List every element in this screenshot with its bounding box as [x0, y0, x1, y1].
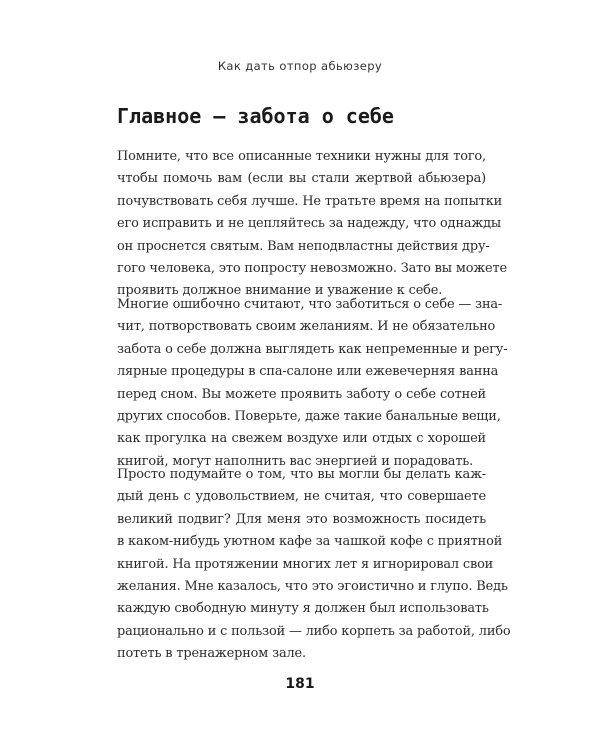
paragraph-2: [117, 294, 508, 473]
text-line: потеть в тренажерном зале.: [117, 646, 306, 662]
text-line: забота о себе должна выглядеть как непременные и регу-: [117, 341, 508, 357]
text-line: каждую свободную минуту я должен был использовать: [117, 601, 489, 617]
text-line: чит, потворствовать своим желаниям. И не обязательно: [117, 319, 496, 335]
section-title: Главное — забота о себе: [117, 104, 394, 128]
text-line: перед сном. Вы можете проявить заботу о себе сотней: [117, 386, 486, 402]
text-line: Помните, что все описанные техники нужны для того,: [117, 149, 486, 164]
text-line: почувствовать себя лучше. Не тратьте время на попытки: [117, 193, 503, 209]
text-line: Просто подумайте о том, что вы могли бы делать каж-: [117, 467, 486, 482]
text-line: книгой, могут наполнить вас энергией и порадовать.: [117, 453, 474, 469]
text-line: его исправить и не цепляйтесь за надежду, что однажды: [117, 216, 502, 232]
running-header: Как дать отпор абьюзеру: [217, 59, 383, 73]
text-line: гого человека, это попросту невозможно. Зато вы можете: [117, 261, 507, 277]
text-line: Многие ошибочно считают, что заботиться о себе — зна-: [117, 297, 503, 312]
text-line: чтобы помочь вам (если вы стали жертвой абьюзера): [117, 171, 486, 187]
text-line: в каком-нибудь уютном кафе за чашкой кофе с приятной: [117, 534, 503, 550]
text-line: проявить должное внимание и уважение к себе.: [117, 283, 443, 299]
text-line: как прогулка на свежем воздухе или отдых с хорошей: [117, 431, 486, 447]
paragraph-1: [117, 146, 507, 303]
text-line: книгой. На протяжении многих лет я игнорировал свои: [117, 556, 494, 572]
text-line: лярные процедуры в спа-салоне или ежевечерняя ванна: [117, 364, 499, 380]
text-line: дый день с удовольствием, не считая, что совершаете: [117, 489, 486, 505]
text-line: рационально и с пользой — либо корпеть за работой, либо: [117, 623, 511, 639]
text-line: он проснется святым. Вам неподвластны действия дру-: [117, 238, 490, 254]
text-line: желания. Мне казалось, что это эгоистично и глупо. Ведь: [117, 579, 508, 595]
page-number: 181: [285, 676, 315, 692]
text-line: других способов. Поверьте, даже такие банальные вещи,: [117, 409, 501, 425]
paragraph-3: [117, 464, 511, 666]
text-line: великий подвиг? Для меня это возможность посидеть: [117, 511, 486, 527]
